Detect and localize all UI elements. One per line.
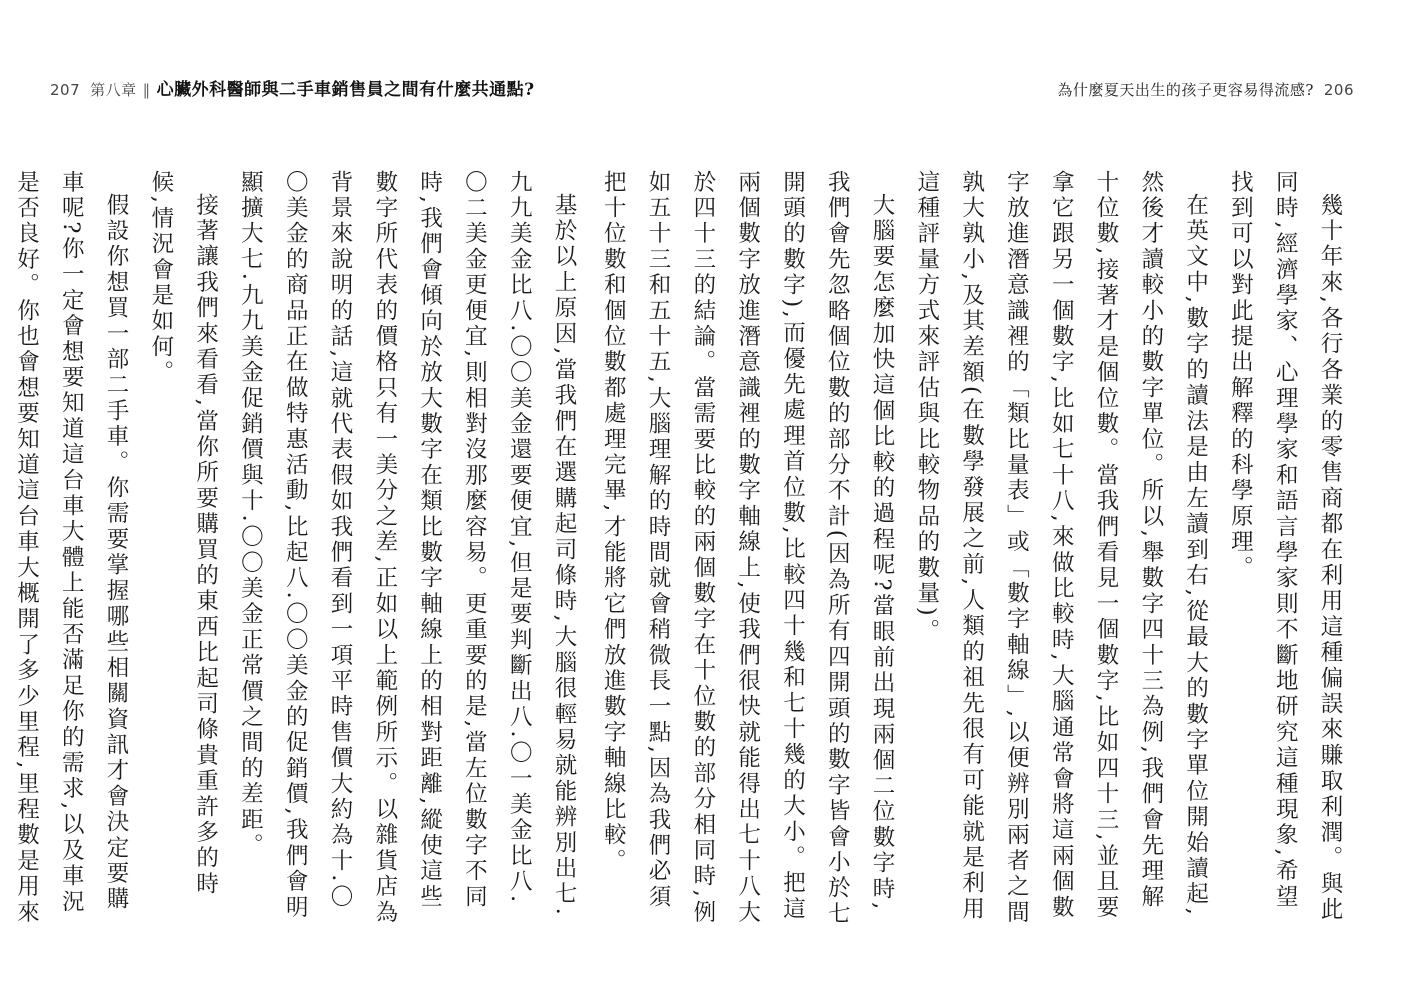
left-running-head [50,78,535,102]
right-page-number: 206 [1323,81,1354,99]
chapter-title: 心臟外科醫師與二手車銷售員之間有什麼共通點? [156,80,535,100]
paragraph: 假設你想買一部二手車。你需要掌握哪些相關資訊才會決定要購車呢?你一定會想要知道這台車大體上能否滿足你的需求,以及車況是否良好。你也會想要知道這台車大概開了多少里程,里程數是用來 [13,170,130,926]
paragraph: 大腦要怎麼加快這個比較的過程呢?當眼前出現兩個二位數字時,我們會先忽略個位數的部分不計(因為所有四開頭的數字皆會小於七開頭的數字),而優先處理首位數,比較四十幾和七十幾的大小。把這兩個數字放進潛意識裡的數字軸線上,使我們很快就能得出七十八大於四十三的結論。當需要比較的兩個數字在十位數的部分相同時,例如五十三和五十五,大腦理解的時間就會稍微長一點,因為我們必須把十位數和個位數都處理完畢,才能將它們放進數字軸線比較。 [600,170,896,928]
left-page-body [13,170,586,930]
chapter-label: 第八章 [90,81,137,99]
right-page [600,0,1409,1000]
paragraph: 接著讓我們來看看,當你所要購買的東西比起司條貴重許多的時候,情況會是如何。 [147,170,219,897]
right-page-body [600,170,1352,930]
left-page-number: 207 [50,81,81,99]
paragraph: 幾十年來,各行各業的零售商都在利用這種偏誤來賺取利潤。與此同時,經濟學家、心理學家和語言學家則不斷地研究這種現象,希望找到可以對此提出解釋的科學原理。 [1227,170,1343,923]
right-running-head [1057,78,1354,102]
running-head-separator: ‖ [142,81,151,99]
book-section-title: 為什麼夏天出生的孩子更容易得流感? [1057,81,1314,99]
paragraph: 在英文中,數字的讀法是由左讀到右,從最大的數字單位開始讀起,然後才讀較小的數字單位。所以,舉數字四十三為例,我們會先理解十位數,接著才是個位數。當我們看見一個數字,比如四十三,並且要拿它跟另一個數字,比如七十八,來做比較時,大腦通常會將這兩個數字放進潛意識裡的「類比量表」或「數字軸線」,以便辨別兩者之間孰大孰小,及其差額(在數學發展之前,人類的祖先很有可能就是利用這種評量方式來評估與比較物品的數量)。 [913,170,1209,926]
paragraph: 基於以上原因,當我們在選購起司條時,大腦很輕易就能辨別出七.九九美金比八.〇〇美金還要便宜,但是要判斷出八.〇一美金比八.〇二美金更便宜,則相對沒那麼容易。更重要的是,當左位數字不同時,我們會傾向於放大數字在類比數字軸線上的相對距離,縱使這些數字所代表的價格只有一美分之差,正如以上範例所示。以雜貨店為背景來說明的話,這就代表假如我們看到一項平時售價大約為十.〇〇美金的商品正在做特惠活動,比起八.〇〇美金的促銷價,我們會明顯擴大七.九九美金促銷價與十.〇〇美金正常價之間的差距。 [237,170,577,926]
